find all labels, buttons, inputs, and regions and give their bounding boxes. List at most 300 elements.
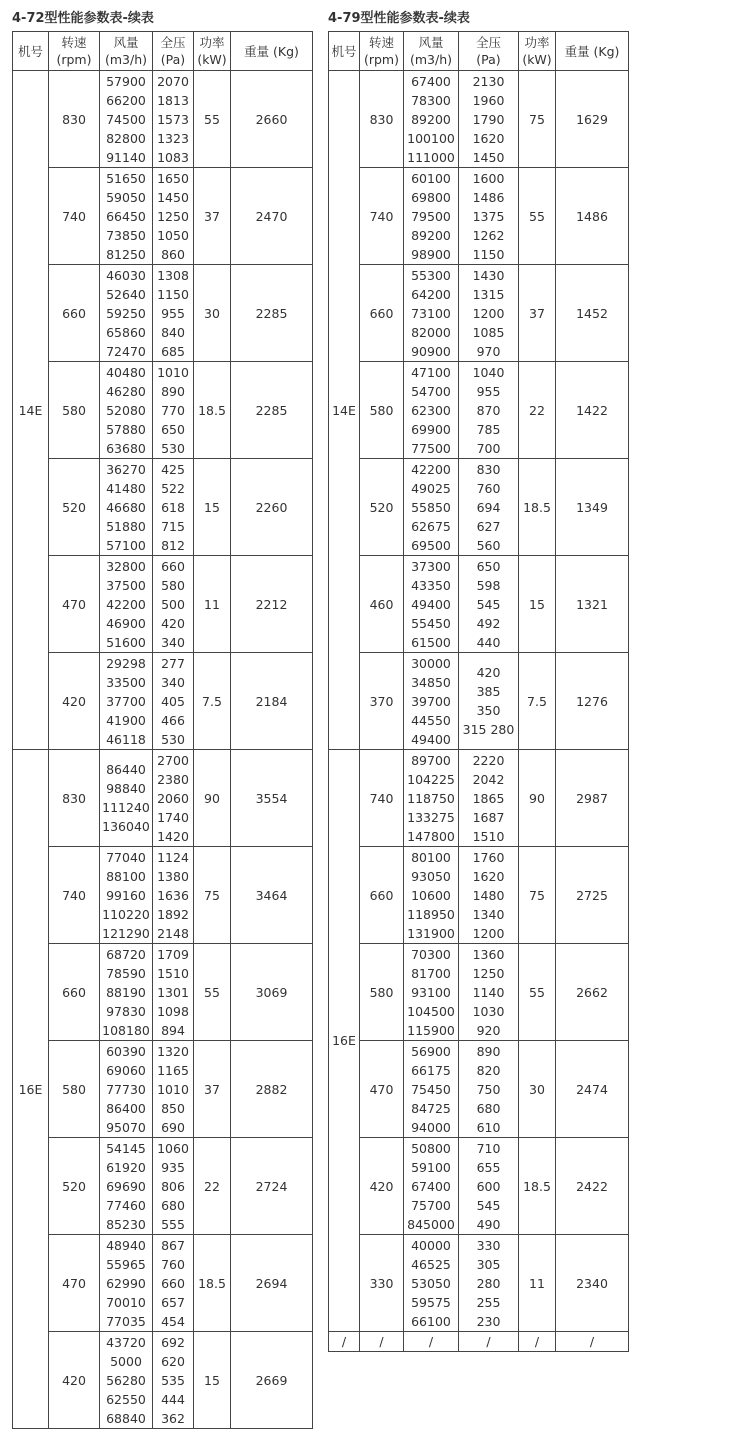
pressure-cell [459,71,519,168]
pressure-value: 555 [161,1216,185,1232]
airflow-value: 46680 [106,499,146,515]
airflow-value: 46525 [411,1256,451,1272]
power-cell: 15 [194,1332,231,1429]
pressure-cell [153,1235,194,1332]
airflow-value: 42200 [106,596,146,612]
airflow-values [404,169,458,264]
airflow-value: 70010 [106,1294,146,1310]
airflow-values [100,848,152,943]
power-cell: 75 [519,847,556,944]
airflow-value: 68840 [106,1410,146,1426]
pressure-value: 806 [161,1178,185,1194]
airflow-value: 89700 [411,752,451,768]
pressure-values [153,654,193,749]
airflow-cell [404,944,459,1041]
pressure-value: 440 [476,634,501,650]
airflow-cell [100,847,153,944]
pressure-value: 1083 [157,149,189,165]
airflow-value: 115900 [407,1022,455,1038]
airflow-value: 42200 [411,461,451,477]
pressure-value: 425 [161,461,185,477]
header-model-text: 机号 [331,43,357,59]
pressure-value: 600 [476,1178,501,1194]
airflow-value: 39700 [411,693,451,709]
pressure-value: 760 [161,1256,185,1272]
pressure-value: 1320 [157,1043,189,1059]
airflow-value: 82800 [106,130,146,146]
airflow-value: 62990 [106,1275,146,1291]
airflow-values [404,363,458,458]
airflow-values [100,72,152,167]
airflow-value: 111000 [407,149,455,165]
weight-cell: 2725 [556,847,629,944]
airflow-value: 77500 [411,440,451,456]
pressure-value: 545 [476,1197,501,1213]
speed-cell: 580 [49,362,100,459]
airflow-value: 37500 [106,577,146,593]
header-pressure-line: 全压 [160,35,186,50]
power-cell: 15 [194,459,231,556]
airflow-value: 136040 [102,819,150,834]
airflow-values [100,1139,152,1234]
airflow-cell [404,556,459,653]
header-speed-line: (rpm) [363,52,399,67]
pressure-value: 1323 [157,130,189,146]
table-row [329,459,629,556]
placeholder-cell: / [519,1332,556,1352]
airflow-value: 66450 [106,208,146,224]
airflow-cell [404,847,459,944]
header-model-text: 机号 [17,43,43,59]
pressure-value: 655 [476,1159,501,1175]
table-row [329,265,629,362]
airflow-value: 60100 [411,170,451,186]
power-cell: 55 [519,944,556,1041]
pressure-value: 650 [476,558,501,574]
airflow-value: 62675 [411,518,451,534]
airflow-value: 95070 [106,1119,146,1135]
airflow-value: 91140 [106,149,146,165]
airflow-value: 54700 [411,383,451,399]
airflow-values [100,760,152,836]
table-row [13,362,313,459]
weight-cell: 2662 [556,944,629,1041]
speed-cell: 460 [360,556,404,653]
airflow-value: 121290 [102,925,150,941]
weight-cell: 1629 [556,71,629,168]
pressure-value: 530 [161,440,185,456]
weight-cell: 2987 [556,750,629,847]
pressure-value: 1620 [472,130,505,146]
power-cell: 7.5 [519,653,556,750]
pressure-value: 385 [476,684,501,699]
airflow-values [404,654,458,749]
airflow-cell [100,168,153,265]
pressure-value: 1740 [157,809,189,825]
pressure-cell [459,653,519,750]
airflow-value: 62550 [106,1391,146,1407]
pressure-values [459,557,518,652]
pressure-cell [153,459,194,556]
pressure-values [459,1042,518,1137]
airflow-value: 99160 [106,887,146,903]
pressure-cell [153,71,194,168]
weight-cell: 3069 [231,944,313,1041]
weight-cell: 2422 [556,1138,629,1235]
airflow-cell [100,265,153,362]
pressure-value: 1375 [472,208,505,224]
airflow-value: 108180 [102,1022,150,1038]
pressure-values [459,751,518,846]
airflow-value: 111240 [102,800,150,815]
pressure-value: 1050 [157,227,189,243]
airflow-value: 34850 [411,674,451,690]
speed-cell: 660 [49,944,100,1041]
pressure-value: 280 [476,1275,501,1291]
pressure-values [459,1139,518,1234]
airflow-value: 845000 [407,1216,455,1232]
airflow-value: 70300 [411,946,451,962]
pressure-values [153,751,193,846]
power-cell: 18.5 [519,459,556,556]
pressure-value: 700 [476,440,501,456]
airflow-value: 104500 [407,1003,455,1019]
header-power-line: 功率 [199,35,225,50]
airflow-value: 49400 [411,731,451,747]
pressure-value: 1600 [472,170,505,186]
header-row [329,32,629,71]
pressure-cell [153,1332,194,1429]
weight-cell: 2340 [556,1235,629,1332]
airflow-value: 29298 [106,655,146,671]
pressure-cell [153,556,194,653]
weight-cell: 2660 [231,71,313,168]
pressure-value: 255 [476,1294,501,1310]
airflow-value: 104225 [407,771,455,787]
airflow-value: 57100 [106,537,146,553]
pressure-cell [153,847,194,944]
pressure-value: 1010 [157,1081,189,1097]
speed-cell: 470 [49,556,100,653]
pressure-value: 694 [476,499,501,515]
airflow-cell [100,1041,153,1138]
airflow-value: 55965 [106,1256,146,1272]
pressure-value: 894 [161,1022,185,1038]
pressure-values [459,945,518,1040]
airflow-value: 81250 [106,246,146,262]
pressure-value: 535 [161,1372,185,1388]
pressure-value: 1301 [157,984,189,1000]
pressure-values [153,1042,193,1137]
table-row [13,653,313,750]
airflow-value: 88190 [106,984,146,1000]
airflow-values [404,557,458,652]
airflow-values [404,1236,458,1331]
airflow-value: 65860 [106,324,146,340]
pressure-value: 2220 [472,752,505,768]
airflow-value: 10600 [411,887,451,903]
pressure-value: 1165 [157,1062,189,1078]
table-title: 4-72型性能参数表-续表 [12,11,154,26]
table-row [13,750,313,847]
speed-cell: 740 [49,168,100,265]
header-speed-line: 转速 [61,35,87,50]
pressure-cell [459,1041,519,1138]
header-weight [231,32,313,71]
pressure-value: 1892 [157,906,189,922]
weight-cell: 2260 [231,459,313,556]
pressure-cell [459,944,519,1041]
pressure-value: 955 [476,383,501,399]
pressure-values [153,460,193,555]
airflow-value: 49400 [411,596,451,612]
header-speed-line: 转速 [368,35,394,50]
pressure-value: 760 [476,480,501,496]
pressure-value: 2130 [472,73,505,89]
pressure-value: 1865 [472,790,505,806]
weight-cell: 2669 [231,1332,313,1429]
airflow-value: 59100 [411,1159,451,1175]
placeholder-cell: / [556,1332,629,1352]
airflow-value: 51880 [106,518,146,534]
pressure-value: 890 [161,383,185,399]
pressure-cell [153,362,194,459]
airflow-value: 33500 [106,674,146,690]
pressure-value: 850 [161,1100,185,1116]
speed-cell: 420 [49,653,100,750]
airflow-value: 44550 [411,712,451,728]
airflow-value: 66100 [411,1313,451,1329]
airflow-values [100,1042,152,1137]
pressure-value: 620 [161,1353,185,1369]
pressure-value: 1709 [157,946,189,962]
airflow-value: 56900 [411,1043,451,1059]
airflow-value: 67400 [411,73,451,89]
pressure-value: 660 [161,558,185,574]
weight-cell: 2724 [231,1138,313,1235]
pressure-value: 530 [161,731,185,747]
weight-cell: 1486 [556,168,629,265]
pressure-value: 420 [476,665,501,680]
airflow-value: 86400 [106,1100,146,1116]
pressure-value: 860 [161,246,185,262]
table-title: 4-79型性能参数表-续表 [328,11,470,26]
header-pressure-line: 全压 [475,35,501,50]
pressure-value: 1200 [472,925,505,941]
header-weight-text: 重量 (Kg) [564,43,620,59]
placeholder-cell: / [329,1332,360,1352]
table-row [329,1041,629,1138]
airflow-value: 67400 [411,1178,451,1194]
table-4-79-section [328,6,628,1352]
performance-table-4-72 [12,31,313,1429]
airflow-value: 41480 [106,480,146,496]
airflow-value: 37700 [106,693,146,709]
airflow-value: 147800 [407,828,455,844]
airflow-value: 40000 [411,1237,451,1253]
pressure-value: 1308 [157,267,189,283]
header-power-line: (kW) [197,52,227,67]
power-cell: 18.5 [194,1235,231,1332]
speed-cell: 470 [49,1235,100,1332]
pressure-value: 1573 [157,111,189,127]
pressure-values [153,1139,193,1234]
power-cell: 22 [519,362,556,459]
airflow-value: 85230 [106,1216,146,1232]
airflow-value: 66175 [411,1062,451,1078]
pressure-cell [153,750,194,847]
power-cell: 75 [519,71,556,168]
airflow-value: 36270 [106,461,146,477]
weight-cell: 1349 [556,459,629,556]
airflow-value: 72470 [106,343,146,359]
table-row [329,168,629,265]
pressure-value: 1620 [472,868,505,884]
table-4-72-section [12,6,312,1429]
pressure-value: 2070 [157,73,189,89]
airflow-cell [100,71,153,168]
speed-cell: 830 [49,71,100,168]
airflow-values [100,363,152,458]
header-airflow [404,32,459,71]
speed-cell: 520 [360,459,404,556]
table-row [13,556,313,653]
airflow-cell [100,1235,153,1332]
placeholder-cell: / [360,1332,404,1352]
pressure-value: 2380 [157,771,189,787]
pressure-value: 785 [476,421,501,437]
pressure-value: 1636 [157,887,189,903]
speed-cell: 370 [360,653,404,750]
power-cell: 37 [519,265,556,362]
airflow-values [404,460,458,555]
pressure-values [459,363,518,458]
pressure-value: 1262 [472,227,505,243]
pressure-cell [153,168,194,265]
pressure-value: 2148 [157,925,189,941]
speed-cell: 580 [49,1041,100,1138]
pressure-value: 1085 [472,324,505,340]
airflow-value: 66200 [106,92,146,108]
airflow-value: 51600 [106,634,146,650]
pressure-value: 466 [161,712,185,728]
airflow-value: 97830 [106,1003,146,1019]
airflow-value: 78300 [411,92,451,108]
airflow-values [404,848,458,943]
weight-cell: 1422 [556,362,629,459]
airflow-values [100,1333,152,1428]
airflow-value: 57880 [106,421,146,437]
header-airflow-line: (m3/h) [104,52,148,67]
power-cell: 11 [519,1235,556,1332]
pressure-value: 1960 [472,92,505,108]
airflow-value: 60390 [106,1043,146,1059]
pressure-cell [153,653,194,750]
speed-cell: 420 [49,1332,100,1429]
pressure-value: 277 [161,655,185,671]
airflow-value: 73850 [106,227,146,243]
pressure-value: 1140 [472,984,505,1000]
airflow-values [404,945,458,1040]
weight-cell: 2470 [231,168,313,265]
power-cell: 55 [519,168,556,265]
pressure-values [459,848,518,943]
airflow-value: 93100 [411,984,451,1000]
pressure-value: 1380 [157,868,189,884]
table-row [329,556,629,653]
airflow-value: 110220 [102,906,150,922]
airflow-values [100,169,152,264]
pressure-value: 1790 [472,111,505,127]
pressure-value: 692 [161,1334,185,1350]
pressure-value: 340 [161,674,185,690]
pressure-values [153,1236,193,1331]
airflow-cell [100,362,153,459]
pressure-values [153,169,193,264]
pressure-value: 660 [161,1275,185,1291]
weight-cell: 3464 [231,847,313,944]
power-cell: 37 [194,1041,231,1138]
airflow-value: 94000 [411,1119,451,1135]
speed-cell: 830 [360,71,404,168]
pressure-value: 820 [476,1062,501,1078]
airflow-values [404,1139,458,1234]
model-cell: 16E [13,750,49,1429]
airflow-cell [404,265,459,362]
pressure-cell [153,1138,194,1235]
pressure-value: 650 [161,421,185,437]
airflow-value: 57900 [106,73,146,89]
speed-cell: 520 [49,1138,100,1235]
pressure-value: 454 [161,1313,185,1329]
table-row [13,1041,313,1138]
header-airflow-line: 风量 [113,35,139,50]
pressure-value: 935 [161,1159,185,1175]
pressure-value: 680 [161,1197,185,1213]
pressure-value: 305 [476,1256,501,1272]
pressure-values [459,266,518,361]
airflow-cell [404,168,459,265]
pressure-value: 1450 [157,189,189,205]
pressure-value: 500 [161,596,185,612]
airflow-value: 46280 [106,383,146,399]
pressure-value: 1150 [157,286,189,302]
weight-cell: 2882 [231,1041,313,1138]
pressure-values [459,460,518,555]
pressure-value: 1486 [472,189,505,205]
airflow-value: 46030 [106,267,146,283]
airflow-value: 64200 [411,286,451,302]
header-power [194,32,231,71]
airflow-values [404,72,458,167]
header-speed-line: (rpm) [56,52,92,67]
airflow-value: 89200 [411,227,451,243]
airflow-value: 79500 [411,208,451,224]
airflow-value: 84725 [411,1100,451,1116]
table-row [13,1332,313,1429]
pressure-value: 362 [161,1410,185,1426]
pressure-cell [459,265,519,362]
airflow-values [404,1042,458,1137]
airflow-value: 48940 [106,1237,146,1253]
airflow-value: 50800 [411,1140,451,1156]
airflow-cell [404,1138,459,1235]
pressure-value: 490 [476,1216,501,1232]
airflow-value: 73100 [411,305,451,321]
header-pressure [459,32,519,71]
airflow-value: 69500 [411,537,451,553]
header-power [519,32,556,71]
